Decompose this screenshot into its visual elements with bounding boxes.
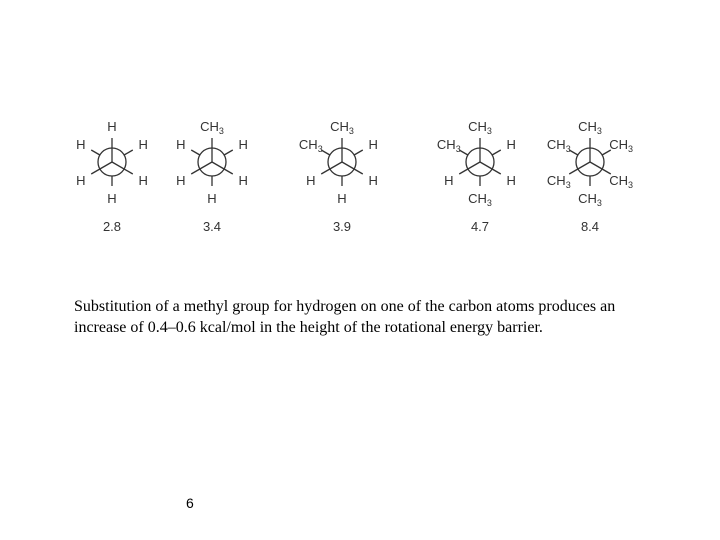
front-substituent-label: H — [444, 173, 454, 188]
back-substituent-label: H — [76, 137, 86, 152]
energy-barrier-label: 8.4 — [580, 219, 600, 234]
energy-barrier-label: 3.4 — [202, 219, 222, 234]
newman-projection-1 — [76, 119, 148, 234]
back-substituent-label: $CH_3$ — [436, 137, 461, 154]
energy-barrier-label: 4.7 — [470, 219, 490, 234]
newman-projection-2 — [176, 119, 248, 234]
front-substituent-label: $CH_3$ — [609, 173, 634, 190]
front-substituent-label: $CH_3$ — [546, 173, 571, 190]
newman-projection-4 — [437, 119, 516, 234]
back-bond — [191, 150, 200, 155]
front-substituent-label: H — [107, 119, 117, 134]
front-substituent-label: H — [138, 173, 148, 188]
energy-barrier-label: 2.8 — [102, 219, 122, 234]
back-substituent-label: H — [506, 137, 516, 152]
slide-number: 6 — [186, 495, 194, 511]
back-substituent-label: $CH_3$ — [578, 191, 602, 208]
front-substituent-label: H — [506, 173, 516, 188]
back-bond — [224, 150, 233, 155]
back-substituent-label: H — [207, 191, 217, 206]
newman-projection-3 — [299, 119, 378, 234]
front-substituent-label: H — [368, 173, 378, 188]
newman-projection-5 — [547, 119, 633, 234]
back-bond — [124, 150, 133, 155]
front-substituent-label: H — [306, 173, 316, 188]
back-substituent-label: H — [337, 191, 347, 206]
back-bond — [354, 150, 363, 155]
front-substituent-label: H — [76, 173, 86, 188]
back-substituent-label: $CH_3$ — [546, 137, 571, 154]
back-bond — [492, 150, 501, 155]
energy-barrier-label: 3.9 — [332, 219, 352, 234]
front-substituent-label: $CH_3$ — [468, 119, 492, 136]
back-substituent-label: H — [238, 137, 248, 152]
front-substituent-label: H — [238, 173, 248, 188]
front-substituent-label: H — [176, 173, 186, 188]
back-substituent-label: $CH_3$ — [298, 137, 323, 154]
newman-projections-figure — [0, 0, 720, 260]
front-substituent-label: $CH_3$ — [578, 119, 602, 136]
back-substituent-label: H — [176, 137, 186, 152]
back-substituent-label: H — [107, 191, 117, 206]
back-substituent-label: $CH_3$ — [468, 191, 492, 208]
back-substituent-label: H — [368, 137, 378, 152]
back-substituent-label: H — [138, 137, 148, 152]
back-substituent-label: $CH_3$ — [609, 137, 634, 154]
caption-text: Substitution of a methyl group for hydrogen on one of the carbon atoms produces an increase of 0.4–0.6 kcal/mol in the height of the rotational energy barrier. — [74, 298, 616, 336]
front-substituent-label: $CH_3$ — [200, 119, 224, 136]
front-substituent-label: $CH_3$ — [330, 119, 354, 136]
back-bond — [91, 150, 100, 155]
